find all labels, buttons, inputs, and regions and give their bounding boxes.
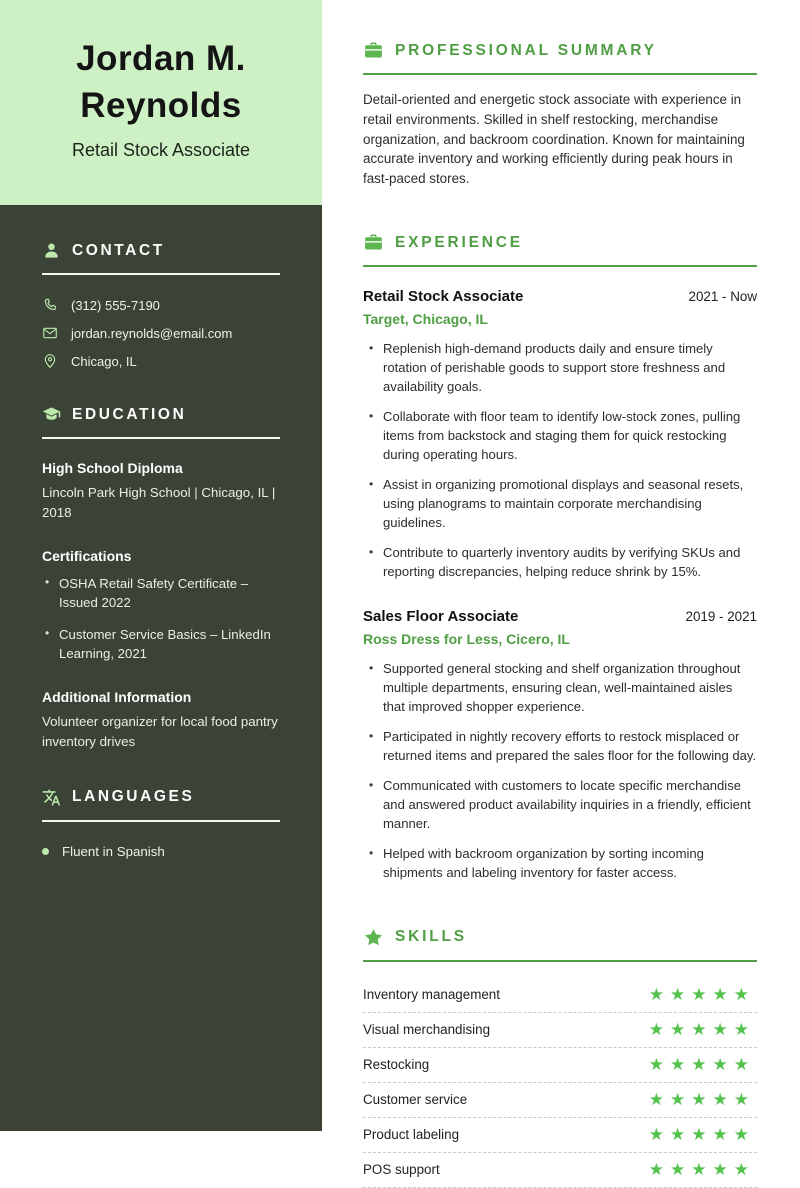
skills-table	[363, 978, 757, 1188]
education-school: Lincoln Park High School | Chicago, IL | 2018	[42, 485, 276, 520]
languages-list	[42, 844, 280, 859]
skill-name: Inventory management	[363, 986, 500, 1002]
certifications-heading: Certifications	[42, 547, 132, 564]
job-entry	[363, 288, 757, 582]
star-icon	[363, 927, 384, 948]
skill-name: Restocking	[363, 1056, 430, 1072]
sidebar	[0, 0, 322, 1131]
skill-rating-stars: ★★★★★	[648, 1124, 755, 1144]
skill-name: Product labeling	[363, 1126, 460, 1142]
person-icon	[42, 241, 61, 260]
skill-rating-stars: ★★★★★	[648, 1089, 755, 1109]
skills-section	[363, 927, 757, 1188]
certifications-list	[42, 574, 280, 664]
graduation-cap-icon	[42, 405, 61, 424]
contact-item-location	[42, 353, 280, 369]
summary-heading-label: PROFESSIONAL SUMMARY	[395, 41, 657, 59]
person-job-title: Retail Stock Associate	[71, 139, 251, 160]
skill-row	[363, 1118, 757, 1153]
job-title: Sales Floor Associate	[363, 607, 519, 625]
experience-section	[363, 232, 757, 883]
skill-rating-stars: ★★★★★	[648, 1159, 755, 1179]
skill-row	[363, 1013, 757, 1048]
job-bullet: • Supported general stocking and shelf organization throughout multiple departments, ensuring clean, well-maintained aisles that improved shopper experience.	[363, 660, 757, 717]
job-header	[363, 288, 757, 305]
education-section	[0, 405, 322, 752]
summary-heading	[363, 40, 757, 75]
language-item	[42, 844, 280, 859]
phone-icon	[42, 297, 58, 313]
job-bullet: • Contribute to quarterly inventory audits by verifying SKUs and reporting discrepancies, helping reduce shrink by 15%.	[363, 544, 757, 582]
job-bullet: • Collaborate with floor team to identify low-stock zones, pulling items from backstock and staging them for quick restocking during operating hours.	[363, 408, 757, 465]
contact-heading-label: CONTACT	[72, 241, 165, 259]
summary-text: Detail-oriented and energetic stock associate with experience in retail environments. Skilled in shelf restocking, merchandise organization, and backroom coordination. Known for maintaining accurate inventory and working efficiently during peak hours in fast-paced stores.	[363, 92, 745, 187]
bullet-dot-icon	[42, 848, 49, 855]
contact-item-email	[42, 325, 280, 341]
education-heading	[42, 405, 280, 439]
person-name: Jordan M. Reynolds	[76, 39, 246, 125]
certification-item: • Customer Service Basics – LinkedIn Learning, 2021	[42, 625, 280, 664]
job-bullet: • Helped with backroom organization by sorting incoming shipments and labeling inventory for faster access.	[363, 845, 757, 883]
translate-icon	[42, 788, 61, 807]
job-bullet: • Communicated with customers to locate specific merchandise and answered product availability inquiries in a friendly, efficient manner.	[363, 777, 757, 834]
skill-name: Customer service	[363, 1091, 468, 1107]
header-name-card	[0, 0, 322, 205]
skills-heading	[363, 927, 757, 962]
skill-row	[363, 1083, 757, 1118]
skill-rating-stars: ★★★★★	[648, 1054, 755, 1074]
mail-icon	[42, 325, 58, 341]
skill-rating-stars: ★★★★★	[648, 1019, 755, 1039]
briefcase-icon	[363, 232, 384, 253]
job-title: Retail Stock Associate	[363, 288, 524, 306]
education-heading-label: EDUCATION	[72, 405, 187, 423]
skill-rating-stars: ★★★★★	[648, 984, 755, 1004]
job-bullet: • Replenish high-demand products daily and ensure timely rotation of perishable goods to support store freshness and availability goals.	[363, 340, 757, 397]
briefcase-icon	[363, 40, 384, 61]
location-icon	[42, 353, 58, 369]
contact-item-phone	[42, 297, 280, 313]
job-entry	[363, 608, 757, 883]
skill-row	[363, 1153, 757, 1188]
job-company: Ross Dress for Less, Cicero, IL	[363, 630, 570, 647]
skill-name: Visual merchandising	[363, 1021, 491, 1037]
languages-heading-label: LANGUAGES	[72, 788, 195, 806]
skill-name: POS support	[363, 1161, 440, 1177]
education-degree: High School Diploma	[42, 460, 183, 476]
job-bullet: • Participated in nightly recovery efforts to restock misplaced or returned items and prepared the sales floor for the following day.	[363, 728, 757, 766]
job-company: Target, Chicago, IL	[363, 311, 488, 328]
contact-section	[0, 241, 322, 369]
skills-heading-label: SKILLS	[395, 928, 467, 946]
contact-email-value: jordan.reynolds@email.com	[71, 325, 233, 341]
main-column	[322, 0, 800, 1179]
job-dates: 2019 - 2021	[685, 608, 757, 624]
languages-section	[0, 788, 322, 859]
contact-location-value: Chicago, IL	[71, 353, 137, 369]
job-dates: 2021 - Now	[688, 289, 757, 305]
certification-item: • OSHA Retail Safety Certificate – Issued 2022	[42, 574, 280, 613]
experience-heading-label: EXPERIENCE	[395, 233, 523, 251]
contact-phone-value: (312) 555-7190	[71, 297, 160, 313]
languages-heading	[42, 788, 280, 822]
job-bullet: • Assist in organizing promotional displays and seasonal resets, using planograms to maintain corporate merchandising guidelines.	[363, 476, 757, 533]
skill-row	[363, 1048, 757, 1083]
contact-heading	[42, 241, 280, 275]
language-item-label: Fluent in Spanish	[62, 843, 165, 859]
job-bullet-list	[363, 660, 757, 883]
job-header	[363, 608, 757, 625]
additional-info-heading: Additional Information	[42, 689, 192, 705]
contact-list	[42, 297, 280, 369]
job-bullet-list	[363, 340, 757, 582]
skill-row	[363, 978, 757, 1013]
summary-section	[363, 40, 757, 189]
experience-heading	[363, 232, 757, 267]
additional-info-text: Volunteer organizer for local food pantry inventory drives	[42, 714, 278, 749]
